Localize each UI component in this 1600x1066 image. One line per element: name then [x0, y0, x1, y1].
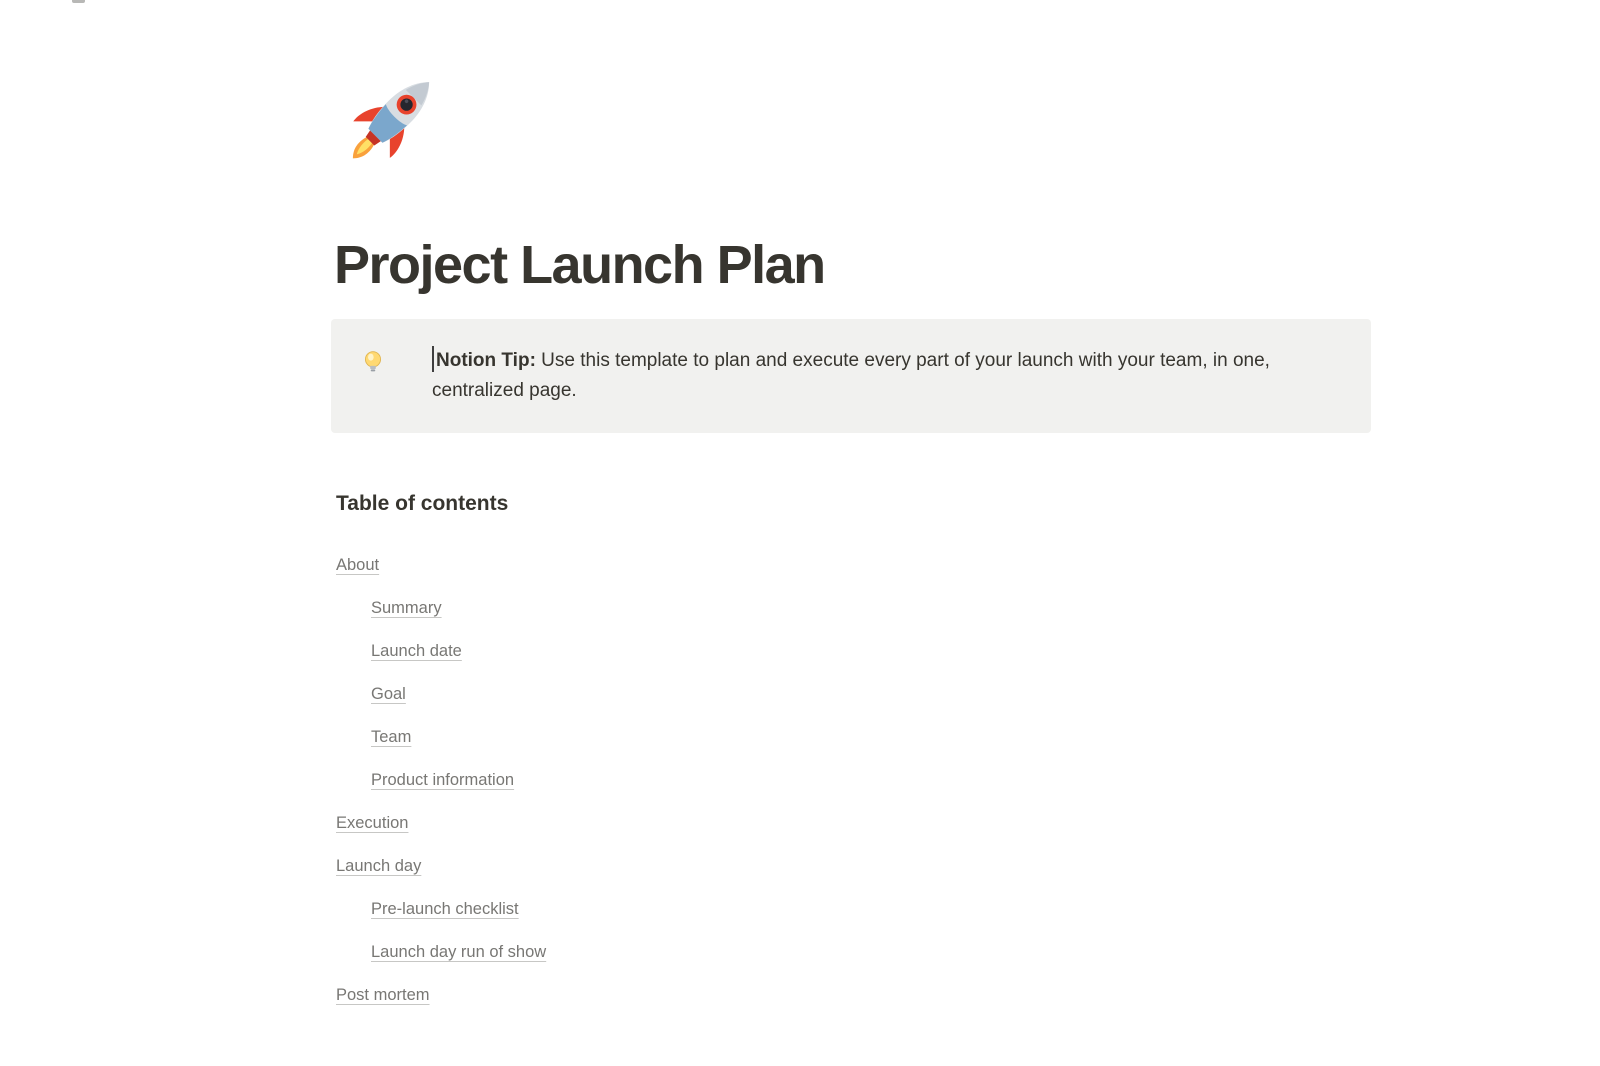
toc-item: [336, 544, 1136, 587]
toc-link[interactable]: Launch date: [371, 642, 462, 660]
callout-body-text: Use this template to plan and execute every part of your launch with your team, in one, centralized page.: [432, 350, 1270, 401]
callout-text: [432, 346, 1304, 406]
toc-link[interactable]: Team: [371, 728, 412, 746]
toc-link[interactable]: Pre-launch checklist: [371, 900, 519, 918]
toc-item: [336, 630, 1136, 673]
toc-item: [336, 931, 1136, 974]
toc-item: [336, 888, 1136, 931]
callout-bold-label: Notion Tip:: [436, 350, 536, 371]
callout[interactable]: [331, 319, 1371, 433]
toc-link[interactable]: About: [336, 556, 380, 574]
rocket-icon[interactable]: [336, 60, 446, 176]
cropped-ui-fragment: [72, 0, 85, 3]
toc-item: [336, 974, 1136, 1017]
toc-item: [336, 845, 1136, 888]
toc-heading[interactable]: Table of contents: [336, 492, 509, 515]
light-bulb-icon[interactable]: [360, 349, 386, 375]
text-caret: [432, 346, 434, 372]
page-title[interactable]: Project Launch Plan: [334, 235, 825, 295]
toc-link[interactable]: Launch day run of show: [371, 943, 547, 961]
toc-item: [336, 587, 1136, 630]
toc-link[interactable]: Summary: [371, 599, 442, 617]
toc-item: [336, 673, 1136, 716]
toc-link[interactable]: Goal: [371, 685, 406, 703]
toc-link[interactable]: Product information: [371, 771, 515, 789]
toc-item: [336, 759, 1136, 802]
toc-list: [336, 544, 1136, 1017]
toc-item: [336, 716, 1136, 759]
toc-link[interactable]: Execution: [336, 814, 409, 832]
toc-link[interactable]: Launch day: [336, 857, 422, 875]
toc-link[interactable]: Post mortem: [336, 986, 430, 1004]
toc-item: [336, 802, 1136, 845]
